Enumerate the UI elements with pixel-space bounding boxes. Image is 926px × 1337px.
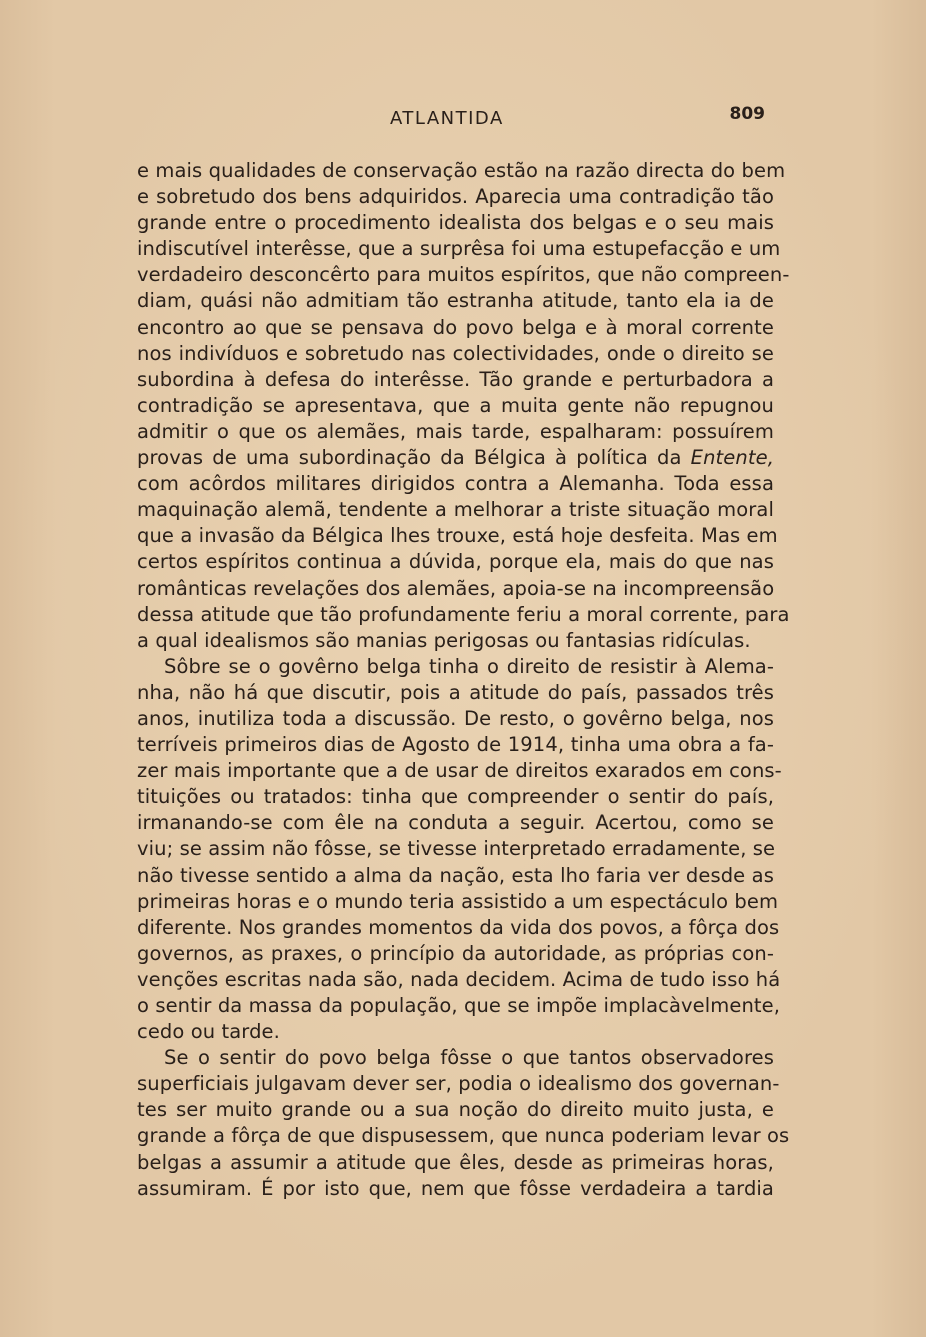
text-line: a qual idealismos são manias perigosas ou fantasias ridículas. (137, 628, 751, 652)
text-line: e sobretudo dos bens adquiridos. Aparecia uma contradição tão (137, 185, 774, 209)
emphasized-word: Entente, (690, 446, 774, 470)
text-line: subordina à defesa do interêsse. Tão grande e perturbadora a (137, 367, 774, 391)
text-line-with-emphasis (137, 445, 774, 471)
text-line: governos, as praxes, o princípio da autoridade, as próprias con- (137, 941, 774, 965)
text-line: grande entre o procedimento idealista dos belgas e o seu mais (137, 211, 774, 235)
text-line: nos indivíduos e sobretudo nas colectividades, onde o direito se (137, 341, 774, 365)
text-line: assumiram. É por isto que, nem que fôsse verdadeira a tardia (137, 1176, 774, 1200)
text-line: nha, não há que discutir, pois a atitude do país, passados três (137, 680, 774, 704)
text-line: irmanando-se com êle na conduta a seguir. Acertou, como se (137, 811, 774, 835)
text-line: terríveis primeiros dias de Agosto de 1914, tinha uma obra a fa- (137, 733, 774, 757)
journal-title: ATLANTIDA (390, 108, 504, 129)
paragraph-start-line: Sôbre se o govêrno belga tinha o direito de resistir à Alema- (164, 654, 774, 678)
body-text (137, 158, 790, 1202)
text-line: grande a fôrça de que dispusessem, que nunca poderiam levar os (137, 1124, 790, 1148)
text-line: e mais qualidades de conservação estão na razão directa do bem (137, 159, 786, 182)
text-line: contradição se apresentava, que a muita gente não repugnou (137, 393, 774, 417)
text-line: cedo ou tarde. (137, 1020, 280, 1044)
text-line: certos espíritos continua a dúvida, porque ela, mais do que nas (137, 550, 774, 574)
text-line: indiscutível interêsse, que a surprêsa foi uma estupefacção e um (137, 237, 781, 261)
text-line: verdadeiro desconcêrto para muitos espíritos, que não compreen- (137, 263, 790, 287)
text-line: tituições ou tratados: tinha que compreender o sentir do país, (137, 785, 774, 809)
text-line: dessa atitude que tão profundamente feriu a moral corrente, para (137, 602, 790, 626)
text-line: que a invasão da Bélgica lhes trouxe, está hoje desfeita. Mas em (137, 524, 778, 548)
text-line: tes ser muito grande ou a sua noção do direito muito justa, e (137, 1098, 774, 1122)
text-run: provas de uma subordinação da Bélgica à política da (137, 446, 691, 470)
text-line: encontro ao que se pensava do povo belga e à moral corrente (137, 315, 774, 339)
text-line: maquinação alemã, tendente a melhorar a triste situação moral (137, 498, 774, 522)
text-line: com acôrdos militares dirigidos contra a Alemanha. Toda essa (137, 472, 774, 496)
text-line: o sentir da massa da população, que se impõe implacàvelmente, (137, 994, 781, 1017)
text-line: anos, inutiliza toda a discussão. De resto, o govêrno belga, nos (137, 706, 774, 730)
text-line: diferente. Nos grandes momentos da vida dos povos, a fôrça dos (137, 915, 780, 939)
text-line: belgas a assumir a atitude que êles, desde as primeiras horas, (137, 1150, 774, 1174)
page-number: 809 (729, 104, 765, 124)
text-line: admitir o que os alemães, mais tarde, espalharam: possuírem (137, 419, 774, 443)
text-line: zer mais importante que a de usar de direitos exarados em cons- (137, 759, 782, 783)
text-line: românticas revelações dos alemães, apoia-se na incompreensão (137, 576, 775, 600)
text-line: não tivesse sentido a alma da nação, esta lho faria ver desde as (137, 863, 774, 887)
text-line: primeiras horas e o mundo teria assistido a um espectáculo bem (137, 889, 779, 913)
paragraph-start-line: Se o sentir do povo belga fôsse o que tantos observadores (164, 1046, 774, 1070)
text-line: superficiais julgavam dever ser, podia o idealismo dos governan- (137, 1072, 780, 1096)
running-header (135, 104, 775, 134)
text-line: viu; se assim não fôsse, se tivesse interpretado erradamente, se (137, 837, 776, 861)
text-line: diam, quási não admitiam tão estranha atitude, tanto ela ia de (137, 289, 774, 313)
text-line: venções escritas nada são, nada decidem. Acima de tudo isso há (137, 967, 781, 991)
